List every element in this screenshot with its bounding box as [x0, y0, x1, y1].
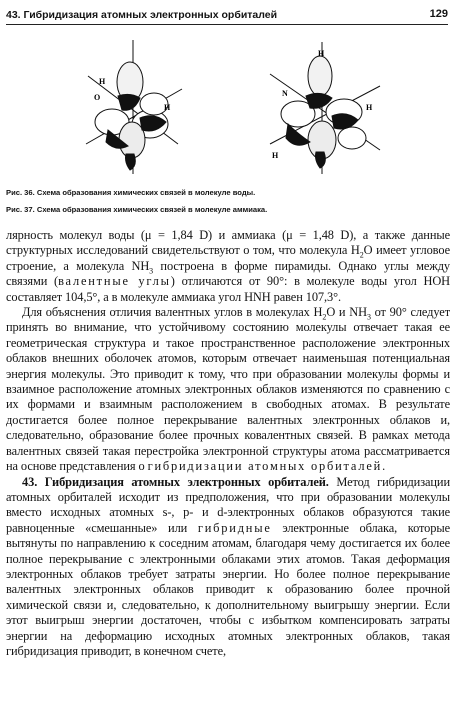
ammonia-n-label: N: [282, 89, 288, 98]
p1-text-c: построена в форме пирамиды. Однако углы между связями (: [6, 258, 450, 289]
water-h-top-label: H: [99, 77, 106, 86]
water-molecule-figure: [78, 34, 188, 184]
ammonia-h-right-label: H: [366, 103, 373, 112]
p1-text-d: ) отличаются от 90°: в молекуле воды угол HOH составляет 104,5°, а в молекуле аммиака угол HNH равен 107,3°.: [6, 274, 451, 304]
p2-sub-2: 2: [322, 312, 327, 322]
water-h-right-label: H: [164, 103, 171, 112]
water-o-label: O: [94, 93, 101, 102]
paragraph-3: [6, 475, 450, 660]
running-header: [6, 8, 448, 25]
p1-text-b: O имеет угловое строение, а молекула NH: [6, 243, 450, 273]
figure-captions: [6, 184, 448, 218]
section-heading: 43. Гибридизация атомных электронных орбиталей.: [22, 474, 329, 489]
ammonia-molecule-diagram: [262, 34, 387, 184]
figures-row: [0, 34, 456, 184]
p2-term-hybridization: гибридизации атомных орбиталей: [147, 459, 383, 474]
p3-text-b: электронные облака, которые вытянуты по направлению к соседним атомам, благодаря чему достигается их более полное перекрывание с электронными облаками этих атомов. Такая деформация электронных облаков требует затраты энергии. Но более полное перекрывание валентных электронных облаков приводит к образованию более прочной химической связи и, следовательно, к дополнительному выигрышу энергии. Если этот выигрыш энергии достаточен, чтобы с избытком компенсировать затраты энергии на деформацию исходных атомных электронных облаков, такая гибридизация приводит, в конечном счете,: [6, 520, 450, 658]
header-title: 43. Гибридизация атомных электронных орбиталей: [6, 9, 278, 21]
p1-sub-2: 2: [359, 250, 364, 260]
ammonia-molecule-figure: [262, 34, 387, 184]
p2-text-c: от 90° следует принять во внимание, что устойчивому состоянию молекулы отвечает такая ее геометрическая структура и такое пространственное расположение электронных облаков внешних оболочек атомов, которым отвечает наименьшая потенциальная энергия молекулы. Это приводит к тому, что при образовании молекулы формы и взаимное расположение атомных электронных облаков изменяются по сравнению с их формами и взаимным расположением в свободных атомах. В результате достигается более полное перекрывание валентных электронных облаков и, следовательно, образование более прочных ковалентных связей. В рамках метода валентных связей такая перестройка электронной структуры атома рассматривается на основе представления о: [6, 305, 451, 474]
caption-fig36: Рис. 36. Схема образования химических связей в молекуле воды.: [6, 188, 256, 197]
paragraph-2: [6, 305, 450, 474]
water-molecule-diagram: [78, 34, 188, 184]
p2-sub-3: 3: [366, 312, 371, 322]
page-number: 129: [429, 8, 448, 20]
body-text: [6, 228, 450, 659]
caption-fig37: Рис. 37. Схема образования химических связей в молекуле аммиака.: [6, 205, 268, 214]
p1-term-valence-angles: валентные углы: [58, 274, 171, 289]
p2-text-b: O и NH: [326, 305, 367, 320]
p3-text-a: Метод гибридизации атомных орбиталей исходит из предположения, что при образовании молекулы вместо исходных атомных s-, p- и d-электронных облаков образуются такие равноценные «смешанные» или: [6, 474, 450, 535]
paragraph-1: [6, 228, 450, 305]
ammonia-h-left-label: H: [272, 151, 279, 160]
p2-text-d: .: [382, 459, 386, 474]
p3-term-hybrid: гибридные: [197, 520, 272, 535]
ammonia-h-top-label: H: [318, 49, 325, 58]
p1-text-a: лярность молекул воды (μ = 1,84 D) и аммиака (μ = 1,48 D), а также данные структурных исследований свидетельствуют о том, что молекула H: [6, 228, 450, 258]
p1-sub-3: 3: [149, 266, 154, 276]
p2-text-a: Для объяснения отличия валентных углов в молекулах H: [22, 305, 323, 320]
